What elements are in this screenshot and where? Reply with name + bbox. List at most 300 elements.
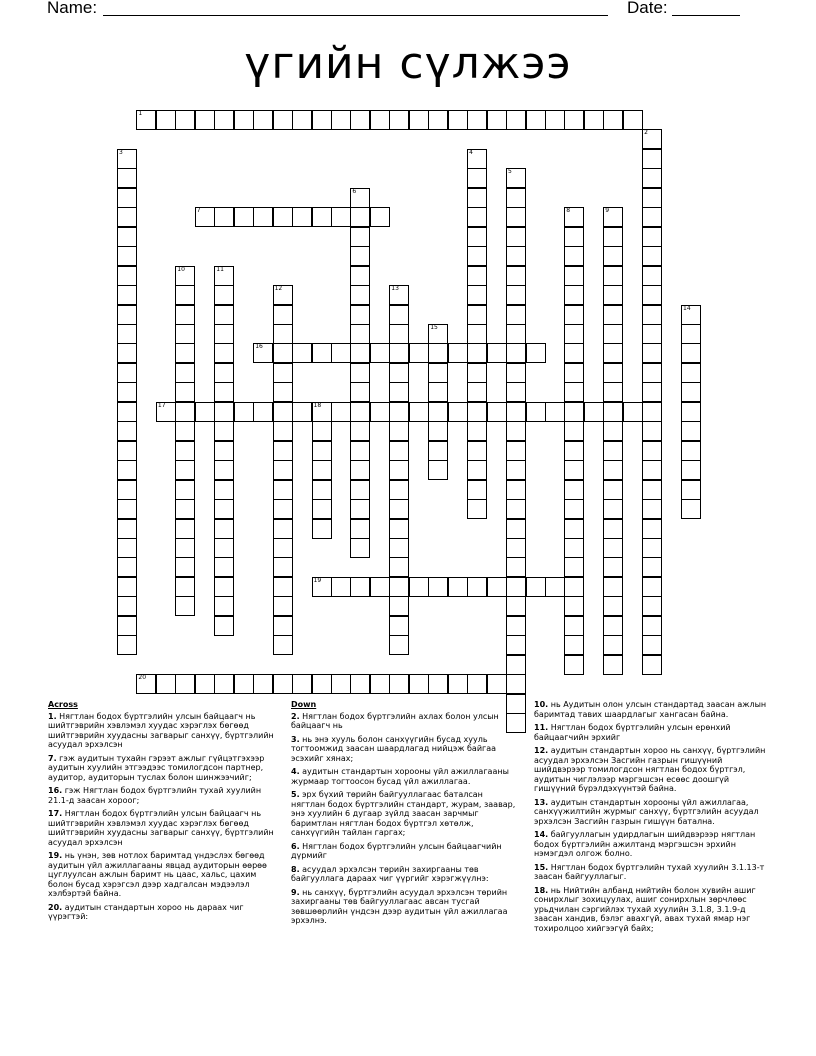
grid-cell[interactable] — [350, 227, 370, 247]
grid-cell[interactable] — [564, 110, 584, 130]
grid-cell[interactable] — [642, 227, 662, 247]
grid-cell[interactable] — [350, 285, 370, 305]
grid-cell[interactable] — [642, 149, 662, 169]
grid-cell[interactable] — [350, 246, 370, 266]
grid-cell[interactable] — [603, 519, 623, 539]
grid-cell[interactable] — [117, 188, 137, 208]
grid-cell[interactable] — [642, 441, 662, 461]
grid-cell[interactable] — [156, 110, 176, 130]
grid-cell[interactable] — [603, 480, 623, 500]
grid-cell[interactable] — [506, 110, 526, 130]
grid-cell[interactable] — [603, 441, 623, 461]
grid-cell[interactable] — [487, 674, 507, 694]
grid-cell[interactable] — [603, 616, 623, 636]
grid-cell[interactable] — [428, 343, 448, 363]
grid-cell[interactable] — [214, 285, 234, 305]
grid-cell[interactable] — [467, 343, 487, 363]
grid-cell[interactable] — [506, 363, 526, 383]
grid-cell[interactable] — [273, 538, 293, 558]
grid-cell[interactable] — [370, 343, 390, 363]
grid-cell[interactable] — [467, 266, 487, 286]
grid-cell[interactable] — [506, 616, 526, 636]
grid-cell[interactable] — [506, 207, 526, 227]
grid-cell[interactable] — [409, 110, 429, 130]
grid-cell[interactable] — [389, 616, 409, 636]
grid-cell[interactable] — [195, 207, 215, 227]
grid-cell[interactable] — [292, 402, 312, 422]
grid-cell[interactable] — [214, 480, 234, 500]
grid-cell[interactable] — [350, 441, 370, 461]
grid-cell[interactable] — [273, 421, 293, 441]
grid-cell[interactable] — [506, 227, 526, 247]
grid-cell[interactable] — [175, 499, 195, 519]
grid-cell[interactable] — [214, 305, 234, 325]
grid-cell[interactable] — [642, 460, 662, 480]
grid-cell[interactable] — [545, 110, 565, 130]
grid-cell[interactable] — [506, 188, 526, 208]
grid-cell[interactable] — [273, 480, 293, 500]
grid-cell[interactable] — [409, 343, 429, 363]
grid-cell[interactable] — [117, 382, 137, 402]
grid-cell[interactable] — [234, 402, 254, 422]
grid-cell[interactable] — [389, 499, 409, 519]
grid-cell[interactable] — [234, 674, 254, 694]
grid-cell[interactable] — [506, 538, 526, 558]
grid-cell[interactable] — [681, 305, 701, 325]
grid-cell[interactable] — [448, 577, 468, 597]
grid-cell[interactable] — [428, 402, 448, 422]
grid-cell[interactable] — [312, 480, 332, 500]
grid-cell[interactable] — [312, 460, 332, 480]
grid-cell[interactable] — [506, 285, 526, 305]
grid-cell[interactable] — [448, 110, 468, 130]
grid-cell[interactable] — [234, 207, 254, 227]
grid-cell[interactable] — [117, 168, 137, 188]
grid-cell[interactable] — [214, 421, 234, 441]
grid-cell[interactable] — [350, 363, 370, 383]
grid-cell[interactable] — [175, 577, 195, 597]
grid-cell[interactable] — [312, 499, 332, 519]
grid-cell[interactable] — [681, 324, 701, 344]
grid-cell[interactable] — [389, 674, 409, 694]
grid-cell[interactable] — [681, 402, 701, 422]
grid-cell[interactable] — [389, 421, 409, 441]
grid-cell[interactable] — [175, 363, 195, 383]
grid-cell[interactable] — [603, 655, 623, 675]
grid-cell[interactable] — [467, 227, 487, 247]
grid-cell[interactable] — [642, 480, 662, 500]
grid-cell[interactable] — [564, 343, 584, 363]
grid-cell[interactable] — [117, 343, 137, 363]
grid-cell[interactable] — [214, 499, 234, 519]
grid-cell[interactable] — [175, 674, 195, 694]
grid-cell[interactable] — [564, 499, 584, 519]
grid-cell[interactable] — [506, 557, 526, 577]
grid-cell[interactable] — [312, 343, 332, 363]
grid-cell[interactable] — [506, 382, 526, 402]
grid-cell[interactable] — [273, 363, 293, 383]
grid-cell[interactable] — [312, 577, 332, 597]
grid-cell[interactable] — [506, 635, 526, 655]
grid-cell[interactable] — [642, 188, 662, 208]
grid-cell[interactable] — [428, 577, 448, 597]
grid-cell[interactable] — [467, 382, 487, 402]
grid-cell[interactable] — [117, 519, 137, 539]
grid-cell[interactable] — [175, 421, 195, 441]
grid-cell[interactable] — [117, 616, 137, 636]
grid-cell[interactable] — [175, 266, 195, 286]
grid-cell[interactable] — [467, 480, 487, 500]
grid-cell[interactable] — [448, 402, 468, 422]
grid-cell[interactable] — [448, 674, 468, 694]
grid-cell[interactable] — [564, 557, 584, 577]
grid-cell[interactable] — [175, 305, 195, 325]
grid-cell[interactable] — [642, 207, 662, 227]
grid-cell[interactable] — [214, 519, 234, 539]
grid-cell[interactable] — [117, 499, 137, 519]
grid-cell[interactable] — [350, 480, 370, 500]
grid-cell[interactable] — [389, 538, 409, 558]
grid-cell[interactable] — [370, 577, 390, 597]
grid-cell[interactable] — [350, 266, 370, 286]
grid-cell[interactable] — [253, 343, 273, 363]
grid-cell[interactable] — [564, 382, 584, 402]
grid-cell[interactable] — [506, 655, 526, 675]
grid-cell[interactable] — [545, 402, 565, 422]
grid-cell[interactable] — [175, 441, 195, 461]
grid-cell[interactable] — [428, 460, 448, 480]
grid-cell[interactable] — [214, 577, 234, 597]
grid-cell[interactable] — [350, 421, 370, 441]
grid-cell[interactable] — [409, 402, 429, 422]
grid-cell[interactable] — [331, 110, 351, 130]
grid-cell[interactable] — [545, 577, 565, 597]
grid-cell[interactable] — [564, 655, 584, 675]
grid-cell[interactable] — [642, 596, 662, 616]
grid-cell[interactable] — [214, 557, 234, 577]
grid-cell[interactable] — [428, 674, 448, 694]
grid-cell[interactable] — [370, 674, 390, 694]
grid-cell[interactable] — [331, 402, 351, 422]
grid-cell[interactable] — [506, 402, 526, 422]
grid-cell[interactable] — [273, 207, 293, 227]
grid-cell[interactable] — [273, 674, 293, 694]
grid-cell[interactable] — [117, 441, 137, 461]
grid-cell[interactable] — [642, 343, 662, 363]
grid-cell[interactable] — [642, 577, 662, 597]
grid-cell[interactable] — [506, 246, 526, 266]
grid-cell[interactable] — [603, 635, 623, 655]
grid-cell[interactable] — [312, 110, 332, 130]
grid-cell[interactable] — [564, 246, 584, 266]
grid-cell[interactable] — [623, 110, 643, 130]
grid-cell[interactable] — [117, 421, 137, 441]
grid-cell[interactable] — [506, 577, 526, 597]
grid-cell[interactable] — [467, 149, 487, 169]
grid-cell[interactable] — [273, 285, 293, 305]
grid-cell[interactable] — [175, 480, 195, 500]
grid-cell[interactable] — [681, 421, 701, 441]
grid-cell[interactable] — [526, 110, 546, 130]
grid-cell[interactable] — [526, 402, 546, 422]
grid-cell[interactable] — [389, 557, 409, 577]
grid-cell[interactable] — [292, 207, 312, 227]
grid-cell[interactable] — [642, 616, 662, 636]
grid-cell[interactable] — [564, 635, 584, 655]
grid-cell[interactable] — [117, 363, 137, 383]
grid-cell[interactable] — [214, 674, 234, 694]
grid-cell[interactable] — [292, 674, 312, 694]
grid-cell[interactable] — [117, 149, 137, 169]
grid-cell[interactable] — [331, 577, 351, 597]
grid-cell[interactable] — [214, 110, 234, 130]
grid-cell[interactable] — [117, 557, 137, 577]
grid-cell[interactable] — [603, 207, 623, 227]
grid-cell[interactable] — [117, 460, 137, 480]
grid-cell[interactable] — [175, 285, 195, 305]
grid-cell[interactable] — [389, 635, 409, 655]
grid-cell[interactable] — [467, 188, 487, 208]
grid-cell[interactable] — [642, 538, 662, 558]
grid-cell[interactable] — [389, 480, 409, 500]
grid-cell[interactable] — [603, 324, 623, 344]
grid-cell[interactable] — [370, 207, 390, 227]
grid-cell[interactable] — [506, 499, 526, 519]
grid-cell[interactable] — [175, 538, 195, 558]
grid-cell[interactable] — [564, 266, 584, 286]
grid-cell[interactable] — [136, 110, 156, 130]
grid-cell[interactable] — [253, 674, 273, 694]
grid-cell[interactable] — [584, 402, 604, 422]
grid-cell[interactable] — [350, 402, 370, 422]
grid-cell[interactable] — [564, 227, 584, 247]
grid-cell[interactable] — [214, 441, 234, 461]
grid-cell[interactable] — [603, 577, 623, 597]
grid-cell[interactable] — [603, 382, 623, 402]
grid-cell[interactable] — [564, 305, 584, 325]
grid-cell[interactable] — [117, 480, 137, 500]
grid-cell[interactable] — [214, 460, 234, 480]
grid-cell[interactable] — [642, 168, 662, 188]
grid-cell[interactable] — [175, 557, 195, 577]
grid-cell[interactable] — [603, 557, 623, 577]
grid-cell[interactable] — [487, 110, 507, 130]
grid-cell[interactable] — [467, 285, 487, 305]
grid-cell[interactable] — [389, 402, 409, 422]
grid-cell[interactable] — [564, 460, 584, 480]
grid-cell[interactable] — [136, 674, 156, 694]
grid-cell[interactable] — [175, 110, 195, 130]
grid-cell[interactable] — [681, 499, 701, 519]
grid-cell[interactable] — [487, 402, 507, 422]
grid-cell[interactable] — [350, 305, 370, 325]
grid-cell[interactable] — [448, 343, 468, 363]
grid-cell[interactable] — [467, 460, 487, 480]
grid-cell[interactable] — [214, 538, 234, 558]
grid-cell[interactable] — [175, 460, 195, 480]
grid-cell[interactable] — [312, 441, 332, 461]
grid-cell[interactable] — [642, 305, 662, 325]
grid-cell[interactable] — [428, 421, 448, 441]
grid-cell[interactable] — [506, 480, 526, 500]
grid-cell[interactable] — [428, 441, 448, 461]
grid-cell[interactable] — [506, 596, 526, 616]
grid-cell[interactable] — [603, 110, 623, 130]
grid-cell[interactable] — [389, 324, 409, 344]
grid-cell[interactable] — [428, 110, 448, 130]
grid-cell[interactable] — [642, 421, 662, 441]
grid-cell[interactable] — [273, 616, 293, 636]
grid-cell[interactable] — [195, 110, 215, 130]
grid-cell[interactable] — [642, 499, 662, 519]
grid-cell[interactable] — [467, 324, 487, 344]
grid-cell[interactable] — [389, 382, 409, 402]
grid-cell[interactable] — [350, 188, 370, 208]
grid-cell[interactable] — [526, 577, 546, 597]
grid-cell[interactable] — [273, 577, 293, 597]
grid-cell[interactable] — [350, 460, 370, 480]
grid-cell[interactable] — [175, 596, 195, 616]
grid-cell[interactable] — [506, 460, 526, 480]
grid-cell[interactable] — [350, 577, 370, 597]
grid-cell[interactable] — [117, 285, 137, 305]
grid-cell[interactable] — [389, 441, 409, 461]
grid-cell[interactable] — [642, 382, 662, 402]
grid-cell[interactable] — [506, 421, 526, 441]
grid-cell[interactable] — [603, 596, 623, 616]
grid-cell[interactable] — [350, 674, 370, 694]
grid-cell[interactable] — [117, 635, 137, 655]
grid-cell[interactable] — [603, 343, 623, 363]
grid-cell[interactable] — [331, 674, 351, 694]
grid-cell[interactable] — [409, 577, 429, 597]
grid-cell[interactable] — [389, 343, 409, 363]
grid-cell[interactable] — [642, 285, 662, 305]
grid-cell[interactable] — [117, 538, 137, 558]
grid-cell[interactable] — [234, 110, 254, 130]
grid-cell[interactable] — [214, 266, 234, 286]
grid-cell[interactable] — [642, 635, 662, 655]
grid-cell[interactable] — [428, 324, 448, 344]
grid-cell[interactable] — [642, 246, 662, 266]
grid-cell[interactable] — [273, 305, 293, 325]
grid-cell[interactable] — [350, 538, 370, 558]
grid-cell[interactable] — [331, 343, 351, 363]
grid-cell[interactable] — [506, 519, 526, 539]
grid-cell[interactable] — [175, 343, 195, 363]
grid-cell[interactable] — [350, 382, 370, 402]
grid-cell[interactable] — [117, 596, 137, 616]
grid-cell[interactable] — [526, 343, 546, 363]
grid-cell[interactable] — [350, 207, 370, 227]
grid-cell[interactable] — [642, 266, 662, 286]
grid-cell[interactable] — [117, 324, 137, 344]
grid-cell[interactable] — [214, 402, 234, 422]
grid-cell[interactable] — [506, 305, 526, 325]
grid-cell[interactable] — [564, 596, 584, 616]
grid-cell[interactable] — [506, 324, 526, 344]
grid-cell[interactable] — [214, 382, 234, 402]
grid-cell[interactable] — [273, 635, 293, 655]
grid-cell[interactable] — [389, 305, 409, 325]
grid-cell[interactable] — [214, 616, 234, 636]
grid-cell[interactable] — [603, 363, 623, 383]
grid-cell[interactable] — [253, 402, 273, 422]
grid-cell[interactable] — [564, 207, 584, 227]
grid-cell[interactable] — [273, 402, 293, 422]
grid-cell[interactable] — [156, 674, 176, 694]
grid-cell[interactable] — [467, 110, 487, 130]
grid-cell[interactable] — [564, 402, 584, 422]
grid-cell[interactable] — [564, 616, 584, 636]
grid-cell[interactable] — [564, 519, 584, 539]
grid-cell[interactable] — [312, 207, 332, 227]
grid-cell[interactable] — [175, 519, 195, 539]
grid-cell[interactable] — [350, 499, 370, 519]
grid-cell[interactable] — [681, 363, 701, 383]
grid-cell[interactable] — [564, 480, 584, 500]
grid-cell[interactable] — [603, 305, 623, 325]
grid-cell[interactable] — [681, 480, 701, 500]
grid-cell[interactable] — [428, 363, 448, 383]
grid-cell[interactable] — [467, 168, 487, 188]
grid-cell[interactable] — [467, 674, 487, 694]
grid-cell[interactable] — [389, 519, 409, 539]
grid-cell[interactable] — [409, 674, 429, 694]
grid-cell[interactable] — [642, 129, 662, 149]
grid-cell[interactable] — [312, 421, 332, 441]
grid-cell[interactable] — [642, 655, 662, 675]
grid-cell[interactable] — [642, 324, 662, 344]
grid-cell[interactable] — [642, 557, 662, 577]
grid-cell[interactable] — [564, 285, 584, 305]
grid-cell[interactable] — [273, 382, 293, 402]
grid-cell[interactable] — [389, 577, 409, 597]
grid-cell[interactable] — [273, 596, 293, 616]
grid-cell[interactable] — [467, 421, 487, 441]
grid-cell[interactable] — [195, 674, 215, 694]
grid-cell[interactable] — [603, 460, 623, 480]
grid-cell[interactable] — [273, 557, 293, 577]
grid-cell[interactable] — [642, 402, 662, 422]
grid-cell[interactable] — [642, 519, 662, 539]
grid-cell[interactable] — [175, 382, 195, 402]
grid-cell[interactable] — [331, 207, 351, 227]
grid-cell[interactable] — [350, 519, 370, 539]
grid-cell[interactable] — [603, 246, 623, 266]
grid-cell[interactable] — [214, 324, 234, 344]
grid-cell[interactable] — [389, 363, 409, 383]
grid-cell[interactable] — [253, 110, 273, 130]
grid-cell[interactable] — [214, 343, 234, 363]
grid-cell[interactable] — [273, 499, 293, 519]
grid-cell[interactable] — [603, 266, 623, 286]
grid-cell[interactable] — [273, 343, 293, 363]
grid-cell[interactable] — [428, 382, 448, 402]
grid-cell[interactable] — [389, 285, 409, 305]
grid-cell[interactable] — [273, 460, 293, 480]
grid-cell[interactable] — [370, 110, 390, 130]
grid-cell[interactable] — [389, 460, 409, 480]
grid-cell[interactable] — [564, 538, 584, 558]
grid-cell[interactable] — [467, 402, 487, 422]
grid-cell[interactable] — [312, 519, 332, 539]
grid-cell[interactable] — [175, 402, 195, 422]
grid-cell[interactable] — [117, 207, 137, 227]
grid-cell[interactable] — [564, 363, 584, 383]
grid-cell[interactable] — [117, 246, 137, 266]
grid-cell[interactable] — [156, 402, 176, 422]
